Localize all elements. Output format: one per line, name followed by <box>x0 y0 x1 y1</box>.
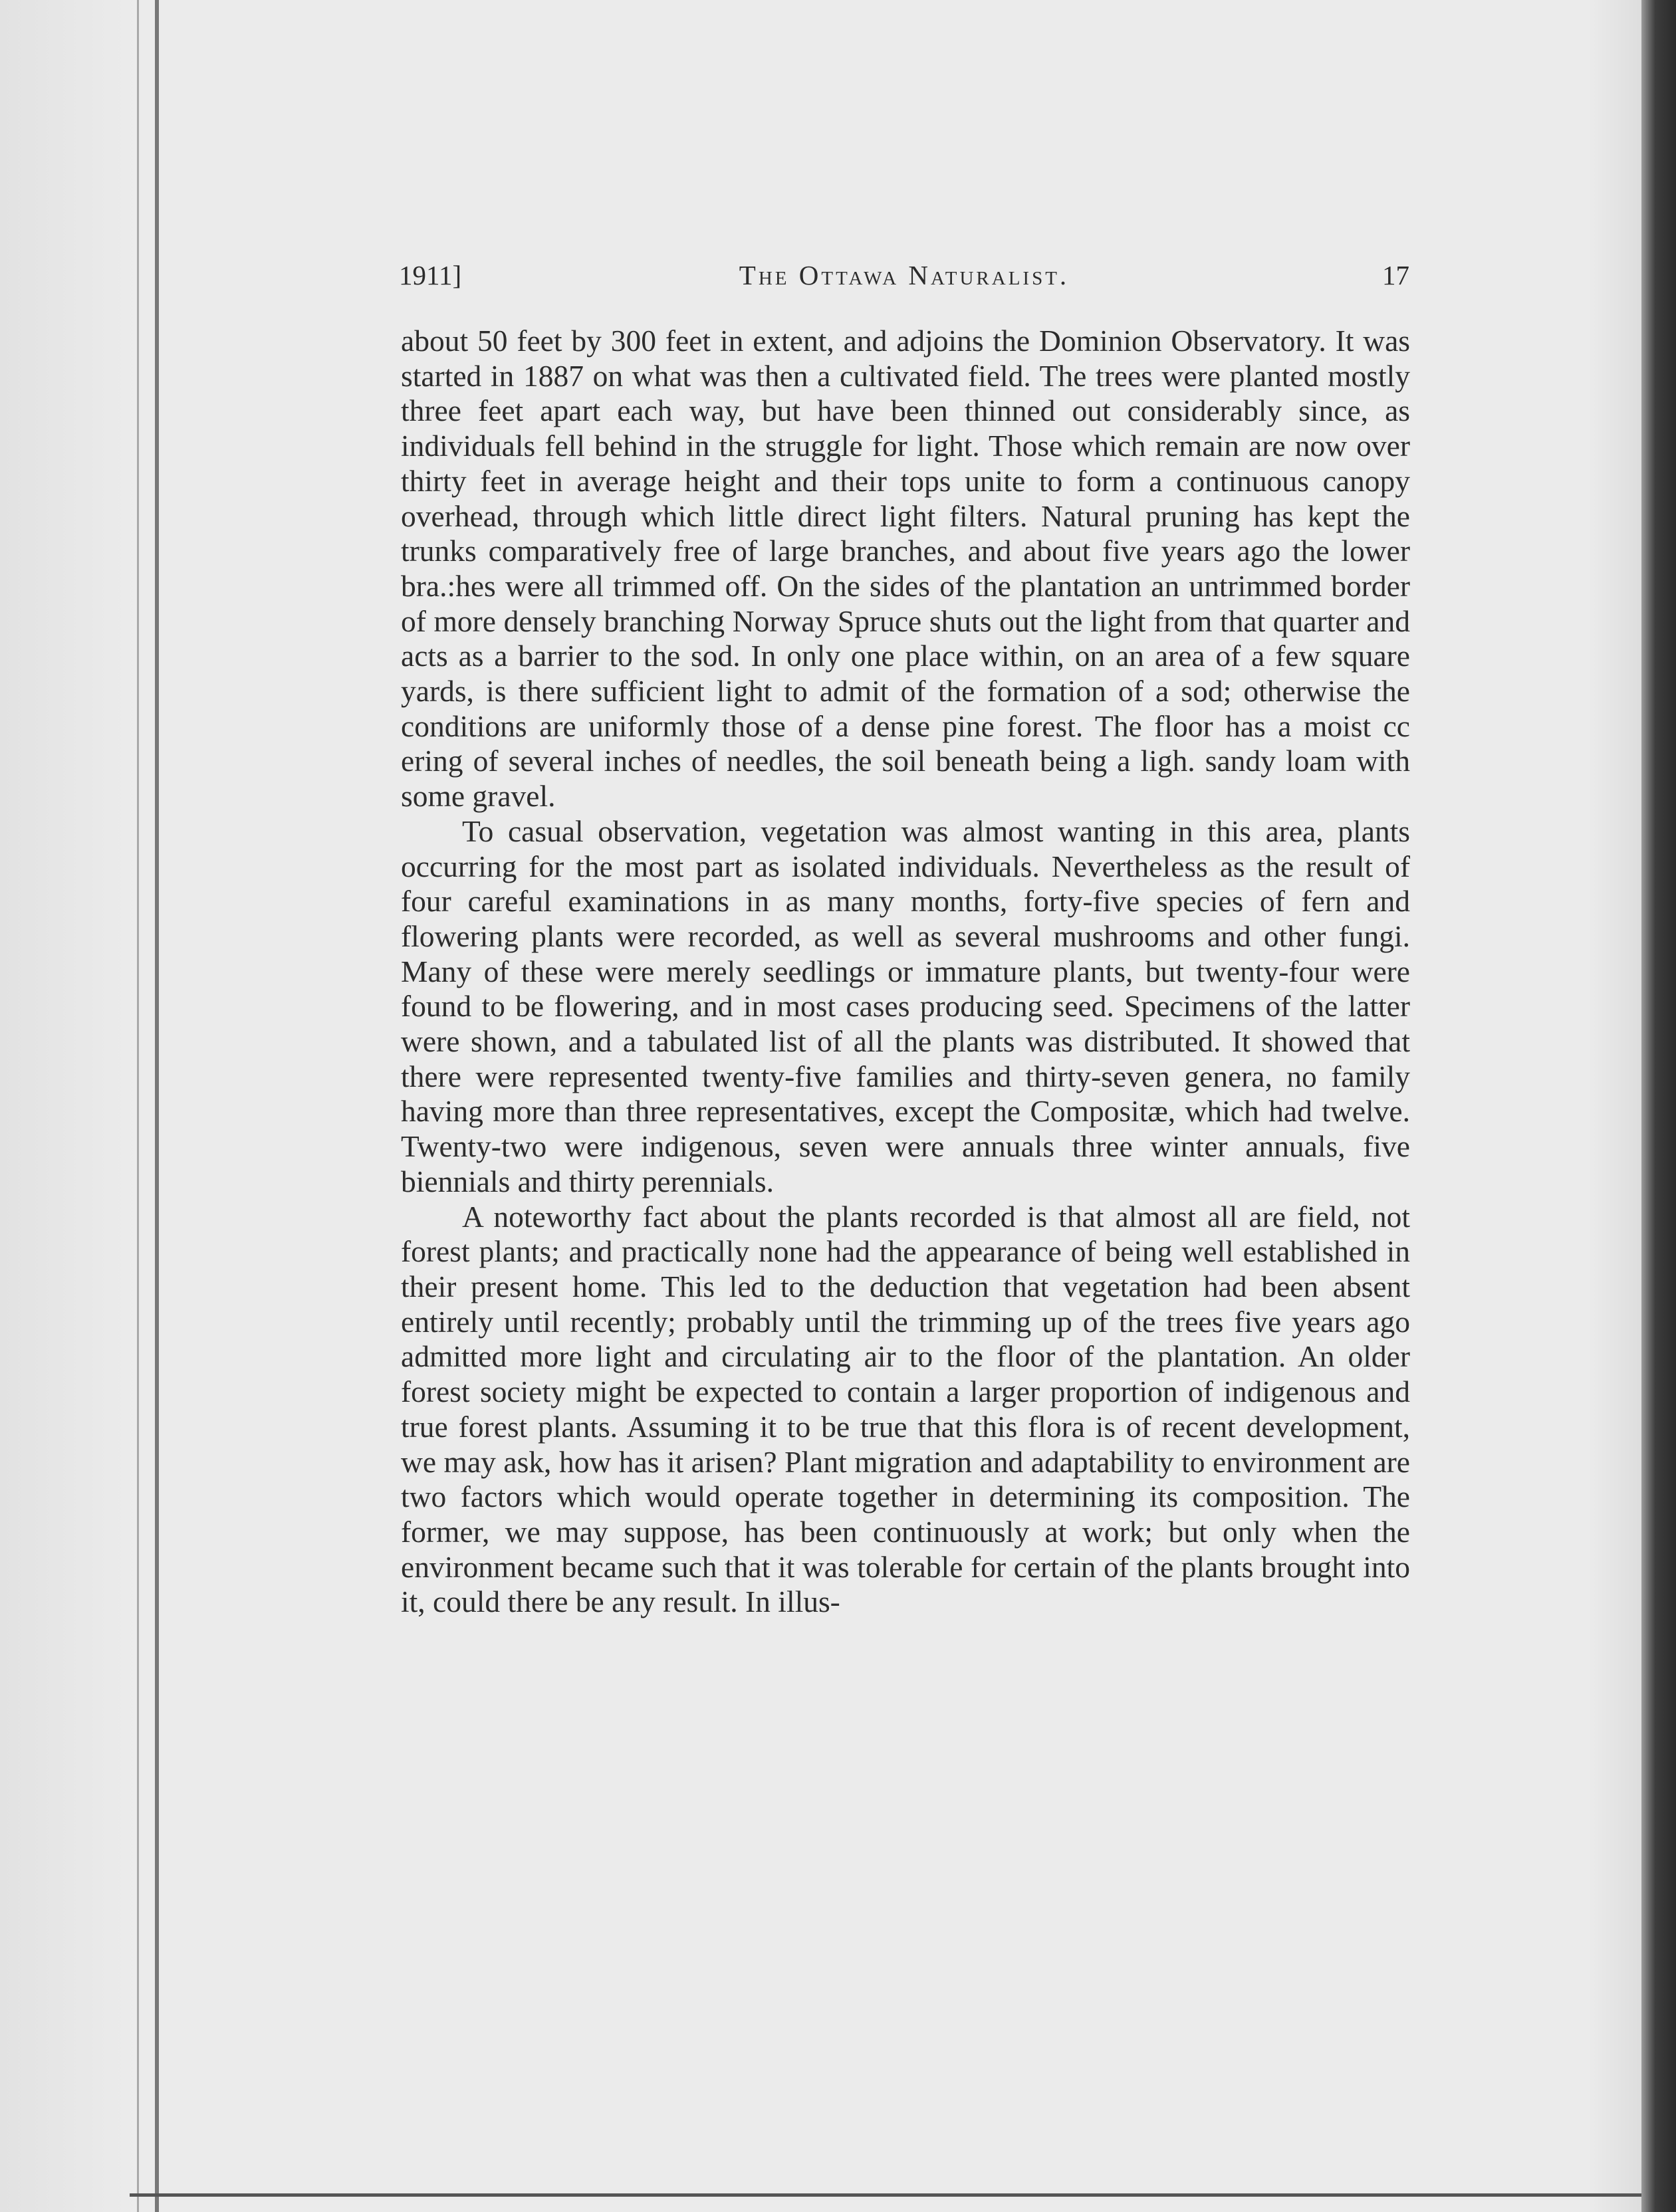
scan-bottom-line <box>130 2193 1641 2197</box>
binding-shadow <box>0 0 140 2212</box>
page-number: 17 <box>1382 260 1409 290</box>
paragraph-3: A noteworthy fact about the plants recorded is that almost all are field, not forest plants; and practically none had the appearance of being well established in their present home. This led to the deduction that vegetation had been absent entirely until recently; probably until the trimming up of the trees five years ago admitted more light and circulating air to the floor of the plantation. An older forest society might be expected to contain a larger proportion of indigenous and true forest plants. Assuming it to be true that this flora is of recent development, we may ask, how has it arisen? Plant migration and adaptability to environment are two factors which would operate together in determining its composition. The former, we may suppose, has been continuously at work; but only when the environment became such that it was tolerable for certain of the plants brought into it, could there be any result. In illus- <box>401 1199 1410 1619</box>
paragraph-2: To casual observation, vegetation was almost wanting in this area, plants occurring for the most part as isolated individuals. Nevertheless as the result of four careful examinations in as many months, forty-five species of fern and flowering plants were recorded, as well as several mushrooms and other fungi. Many of these were merely seedlings or immature plants, but twenty-four were found to be flowering, and in most cases producing seed. Specimens of the latter were shown, and a tabulated list of all the plants was distributed. It showed that there were represented twenty-five families and thirty-seven genera, no family having more than three representatives, except the Compositæ, which had twelve. Twenty-two were indigenous, seven were annuals three winter annuals, five biennials and thirty perennials. <box>401 814 1410 1198</box>
article-body <box>401 324 1410 1620</box>
journal-title: The Ottawa Naturalist. <box>739 260 1070 290</box>
header-year: 1911] <box>399 260 462 290</box>
binding-edge-line <box>137 0 139 2212</box>
right-margin-shade <box>1588 0 1641 2212</box>
paragraph-1: about 50 feet by 300 feet in extent, and adjoins the Dominion Observatory. It was started in 1887 on what was then a cultivated field. The trees were planted mostly three feet apart each way, but have been thinned out considerably since, as individuals fell behind in the struggle for light. Those which remain are now over thirty feet in average height and their tops unite to form a continuous canopy overhead, through which little direct light filters. Natural pruning has kept the trunks comparatively free of large branches, and about five years ago the lower bra.:hes were all trimmed off. On the sides of the plantation an untrimmed border of more densely branching Norway Spruce shuts out the light from that quarter and acts as a barrier to the sod. In only one place within, on an area of a few square yards, is there sufficient light to admit of the formation of a sod; otherwise the conditions are uniformly those of a dense pine forest. The floor has a moist cc ering of several inches of needles, the soil beneath being a ligh. sandy loam with some gravel. <box>401 324 1410 814</box>
scan-right-edge <box>1641 0 1676 2212</box>
binding-margin-line <box>155 0 159 2212</box>
running-header <box>399 259 1409 299</box>
